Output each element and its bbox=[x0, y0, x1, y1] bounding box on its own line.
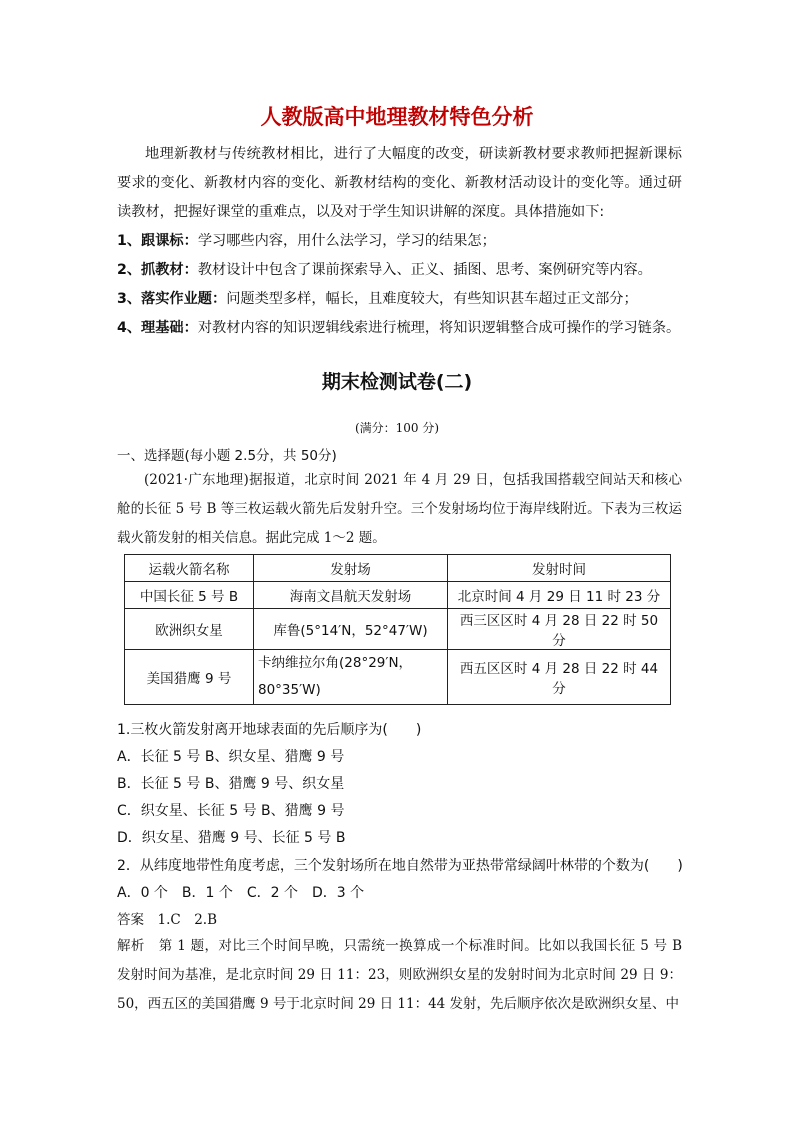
table-header-row bbox=[125, 555, 671, 582]
table-cell: 北京时间 4 月 29 日 11 时 23 分 bbox=[448, 582, 671, 609]
table-cell: 欧洲织女星 bbox=[125, 609, 254, 650]
measure-label: 2、抓教材： bbox=[117, 262, 198, 278]
rocket-info-table bbox=[124, 554, 671, 705]
option-c: C．织女星、长征 5 号 B、猎鹰 9 号 bbox=[117, 803, 345, 819]
answer-line: 答案 1.C 2.B bbox=[117, 912, 218, 928]
measure-text: 问题类型多样，幅长，且难度较大，有些知识甚车超过正文部分； bbox=[226, 291, 638, 307]
intro-paragraph: 地理新教材与传统教材相比，进行了大幅度的改变，研读新教材要求教师把握新课标要求的变化、新教材内容的变化、新教材结构的变化、新教材活动设计的变化等。通过研读教材，把握好课堂的重难点，以及对于学生知识讲解的深度。具体措施如下: bbox=[117, 146, 682, 220]
measure-label: 1、跟课标： bbox=[117, 233, 198, 249]
table-header-cell: 运载火箭名称 bbox=[125, 555, 254, 582]
table-cell: 库鲁(5°14′N，52°47′W) bbox=[254, 609, 448, 650]
table-cell: 西五区区时 4 月 28 日 22 时 44 分 bbox=[448, 650, 671, 705]
table-cell: 卡纳维拉尔角(28°29′N，80°35′W) bbox=[254, 650, 448, 705]
question-stem: (2021·广东地理)据报道，北京时间 2021 年 4 月 29 日，包括我国搭载空间站天和核心舱的长征 5 号 B 等三枚运载火箭先后发射升空。三个发射场均位于海岸线附近。下表为三枚运载火箭发射的相关信息。据此完成 1～2 题。 bbox=[117, 472, 682, 546]
document-title: 人教版高中地理教材特色分析 bbox=[260, 105, 534, 129]
table-header-cell: 发射时间 bbox=[448, 555, 671, 582]
table-cell: 西三区区时 4 月 28 日 22 时 50 分 bbox=[448, 609, 671, 650]
table-row bbox=[125, 609, 671, 650]
table-cell: 美国猎鹰 9 号 bbox=[125, 650, 254, 705]
measure-text: 教材设计中包含了课前探索导入、正义、插图、思考、案例研究等内容。 bbox=[197, 262, 652, 278]
table-header-cell: 发射场 bbox=[254, 555, 448, 582]
section-heading: 一、选择题(每小题 2.5分，共 50分) bbox=[117, 448, 337, 464]
table-cell: 中国长征 5 号 B bbox=[125, 582, 254, 609]
measure-text: 学习哪些内容，用什么法学习，学习的结果怎； bbox=[197, 233, 496, 249]
question-2: 2．从纬度地带性角度考虑，三个发射场所在地自然带为亚热带常绿阔叶林带的个数为( ) bbox=[117, 858, 683, 874]
exam-title: 期末检测试卷(二) bbox=[321, 371, 473, 393]
table-row bbox=[125, 582, 671, 609]
option-a: A．长征 5 号 B、织女星、猎鹰 9 号 bbox=[117, 749, 345, 765]
measure-item-1 bbox=[117, 227, 682, 256]
measure-label: 4、理基础： bbox=[117, 320, 198, 336]
measure-item-3 bbox=[117, 285, 682, 314]
option-d: D．织女星、猎鹰 9 号、长征 5 号 B bbox=[117, 830, 346, 846]
explanation: 解析 第 1 题，对比三个时间早晚，只需统一换算成一个标准时间。比如以我国长征 5 号 B 发射时间为基准，是北京时间 29 日 11：23，则欧洲织女星的发射时间为北京时间 29 日 9：50，西五区的美国猎鹰 9 号于北京时间 29 日 11：44 发射，先后顺序依次是欧洲织女星、中 bbox=[117, 938, 682, 1012]
table-row bbox=[125, 650, 671, 705]
measure-text: 对教材内容的知识逻辑线索进行梳理，将知识逻辑整合成可操作的学习链条。 bbox=[197, 320, 681, 336]
table-cell: 海南文昌航天发射场 bbox=[254, 582, 448, 609]
question-2-options: A．0 个 B．1 个 C．2 个 D．3 个 bbox=[117, 885, 365, 901]
measure-label: 3、落实作业题： bbox=[117, 291, 227, 307]
question-1: 1.三枚火箭发射离开地球表面的先后顺序为( ) bbox=[117, 722, 422, 738]
score-note: (满分：100 分) bbox=[354, 421, 440, 435]
measure-item-2 bbox=[117, 256, 682, 285]
measure-item-4 bbox=[117, 314, 682, 343]
option-b: B．长征 5 号 B、猎鹰 9 号、织女星 bbox=[117, 776, 345, 792]
